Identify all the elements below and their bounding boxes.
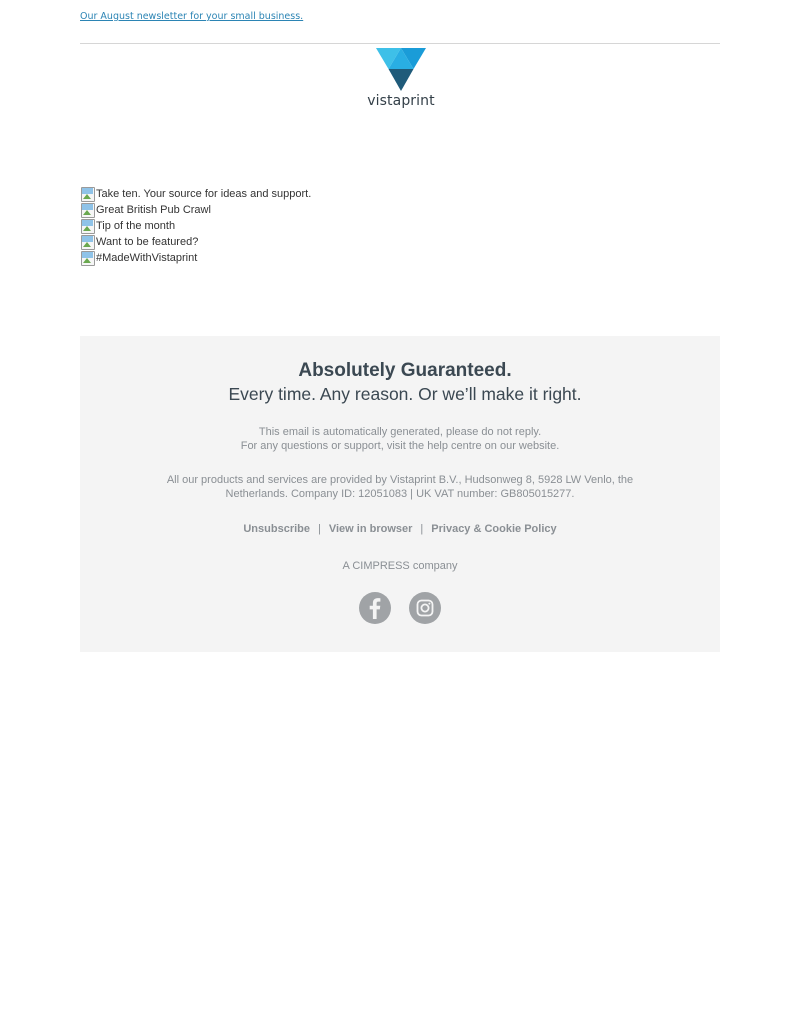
made-with-vistaprint-image[interactable] [80,250,720,266]
broken-image-icon [80,250,96,266]
auto-note-line-2: For any questions or support, visit the help centre on our website. [240,440,560,452]
legal-notice: All our products and services are provided by Vistaprint B.V., Hudsonweg 8, 5928 LW Venlo, the Netherlands. Company ID: 12051083 | UK VAT number: GB805015277. [166,474,634,500]
broken-image-icon [80,186,96,202]
instagram-icon[interactable] [409,592,441,624]
auto-note-line-1: This email is automatically generated, please do not reply. [258,426,542,438]
footer-links [80,523,720,535]
link-separator: | [420,523,424,535]
image-alt-text: Great British Pub Crawl [96,204,211,216]
pub-crawl-image[interactable] [80,202,720,218]
guarantee-subtitle: Every time. Any reason. Or we’ll make it right. [228,384,582,404]
cimpress-company-note: A CIMPRESS company [342,560,458,572]
broken-image-icon [80,234,96,250]
guarantee-title: Absolutely Guaranteed. [298,360,512,381]
facebook-icon[interactable] [359,592,391,624]
email-footer [80,336,720,652]
take-ten-image[interactable] [80,186,720,202]
tip-of-month-image[interactable] [80,218,720,234]
unsubscribe-link[interactable]: Unsubscribe [243,523,310,535]
vistaprint-logo-icon [376,48,426,92]
image-alt-text: Want to be featured? [96,236,199,248]
vistaprint-logo[interactable] [363,48,439,112]
broken-image-icon [80,202,96,218]
auto-generated-note [80,425,720,453]
newsletter-preheader-link[interactable]: Our August newsletter for your small business. [80,11,304,22]
header-divider [80,43,720,44]
social-links [359,592,441,624]
newsletter-image-list [80,186,720,266]
vistaprint-wordmark: vistaprint [367,93,435,109]
image-alt-text: Tip of the month [96,220,176,232]
image-alt-text: #MadeWithVistaprint [96,252,198,264]
image-alt-text: Take ten. Your source for ideas and support. [96,188,312,200]
be-featured-image[interactable] [80,234,720,250]
link-separator: | [318,523,321,535]
view-in-browser-link[interactable]: View in browser [328,523,413,535]
privacy-policy-link[interactable]: Privacy & Cookie Policy [431,523,557,535]
broken-image-icon [80,218,96,234]
